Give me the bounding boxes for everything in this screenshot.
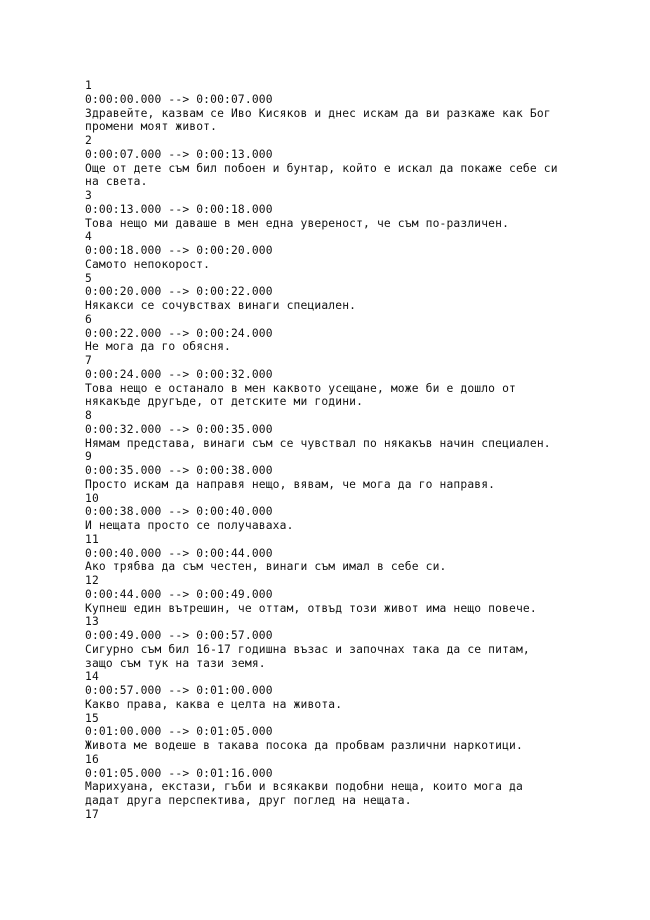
subtitle-index: 16 — [85, 752, 99, 766]
subtitle-entry — [85, 615, 605, 670]
subtitle-index: 13 — [85, 615, 99, 629]
subtitle-entry — [85, 409, 605, 450]
subtitle-entry — [85, 670, 605, 711]
subtitle-text-line: Марихуана, екстази, гъби и всякакви подобни неща, които мога да — [85, 780, 523, 794]
subtitle-timing: 0:01:00.000 --> 0:01:05.000 — [85, 725, 273, 739]
subtitle-text-line: някакъде другъде, от детските ми години. — [85, 395, 364, 409]
subtitle-index: 6 — [85, 312, 92, 326]
subtitle-index: 15 — [85, 711, 99, 725]
subtitle-index: 7 — [85, 354, 92, 367]
subtitle-timing: 0:00:40.000 --> 0:00:44.000 — [85, 546, 273, 560]
subtitle-text-line: Някакси се сочувствах винаги специален. — [85, 299, 357, 312]
subtitle-timing: 0:00:38.000 --> 0:00:40.000 — [85, 505, 273, 519]
subtitle-entry — [85, 134, 605, 189]
subtitle-index: 1 — [85, 79, 92, 92]
subtitle-index: 10 — [85, 491, 99, 505]
subtitle-text-line: Живота ме водеше в такава посока да пробвам различни наркотици. — [85, 739, 523, 752]
subtitle-text-line: Здравейте, казвам се Иво Кисяков и днес искам да ви разкаже как Бог — [85, 106, 551, 120]
subtitle-text-line: защо съм тук на тази земя. — [85, 656, 266, 670]
subtitle-text-line: Още от дете съм бил побоен и бунтар, който е искал да покаже себе си — [85, 161, 558, 175]
subtitle-index: 9 — [85, 450, 92, 464]
subtitle-text-line: на света. — [85, 175, 148, 189]
subtitle-timing: 0:00:35.000 --> 0:00:38.000 — [85, 464, 273, 477]
subtitle-text-line: промени моят живот. — [85, 120, 218, 134]
subtitle-timing: 0:00:20.000 --> 0:00:22.000 — [85, 285, 273, 299]
subtitle-entry — [85, 753, 605, 808]
subtitle-text-line: Не мога да го обясня. — [85, 340, 231, 354]
subtitle-index: 17 — [85, 807, 99, 821]
subtitle-entry — [85, 712, 605, 753]
subtitle-timing: 0:00:44.000 --> 0:00:49.000 — [85, 587, 273, 601]
subtitle-entry — [85, 450, 605, 491]
subtitle-text-line: Това нещо е останало в мен каквото усещане, може би е дошло от — [85, 381, 516, 395]
subtitle-entry — [85, 354, 605, 409]
subtitle-entry — [85, 492, 605, 533]
subtitle-entry — [85, 313, 605, 354]
subtitle-timing: 0:01:05.000 --> 0:01:16.000 — [85, 766, 273, 780]
subtitle-index: 4 — [85, 230, 92, 244]
subtitle-entry — [85, 272, 605, 313]
subtitle-index: 2 — [85, 134, 92, 147]
subtitle-timing: 0:00:13.000 --> 0:00:18.000 — [85, 202, 273, 216]
subtitle-index: 11 — [85, 532, 99, 546]
subtitle-entry — [85, 230, 605, 271]
subtitle-timing: 0:00:00.000 --> 0:00:07.000 — [85, 92, 273, 106]
subtitle-timing: 0:00:22.000 --> 0:00:24.000 — [85, 326, 273, 340]
subtitle-index: 3 — [85, 189, 92, 202]
subtitle-text-line: Ако трябва да съм честен, винаги съм имал в себе си. — [85, 560, 447, 574]
subtitle-text-line: Нямам представа, винаги съм се чувствал по някакъв начин специален. — [85, 436, 551, 450]
subtitle-entry — [85, 533, 605, 574]
subtitle-text-line: Купнеш един вътрешин, че оттам, отвъд този живот има нещо повече. — [85, 601, 537, 615]
subtitle-index: 8 — [85, 409, 92, 422]
subtitle-text-line: Това нещо ми даваше в мен една увереност, че съм по-различен. — [85, 216, 510, 230]
subtitle-text-line: И нещата просто се получаваха. — [85, 519, 294, 532]
subtitle-timing: 0:00:57.000 --> 0:01:00.000 — [85, 684, 273, 697]
subtitle-document — [85, 79, 605, 822]
subtitle-timing: 0:00:32.000 --> 0:00:35.000 — [85, 422, 273, 436]
subtitle-index: 5 — [85, 271, 92, 285]
subtitle-entry — [85, 189, 605, 230]
subtitle-timing: 0:00:18.000 --> 0:00:20.000 — [85, 244, 273, 257]
subtitle-entry — [85, 574, 605, 615]
subtitle-text-line: Просто искам да направя нещо, вявам, че мога да го направя. — [85, 477, 496, 491]
subtitle-text-line: дадат друга перспектива, друг поглед на нещата. — [85, 794, 412, 807]
subtitle-index: 12 — [85, 574, 99, 587]
subtitle-entry — [85, 808, 605, 822]
subtitle-entry — [85, 79, 605, 134]
subtitle-timing: 0:00:24.000 --> 0:00:32.000 — [85, 367, 273, 381]
subtitle-timing: 0:00:49.000 --> 0:00:57.000 — [85, 629, 273, 642]
subtitle-text-line: Какво права, каква е целта на живота. — [85, 697, 343, 711]
subtitle-text-line: Самото непокорост. — [85, 257, 211, 271]
subtitle-index: 14 — [85, 670, 99, 684]
subtitle-text-line: Сигурно съм бил 16-17 годишна възас и започнах така да се питам, — [85, 642, 530, 656]
subtitle-timing: 0:00:07.000 --> 0:00:13.000 — [85, 147, 273, 161]
